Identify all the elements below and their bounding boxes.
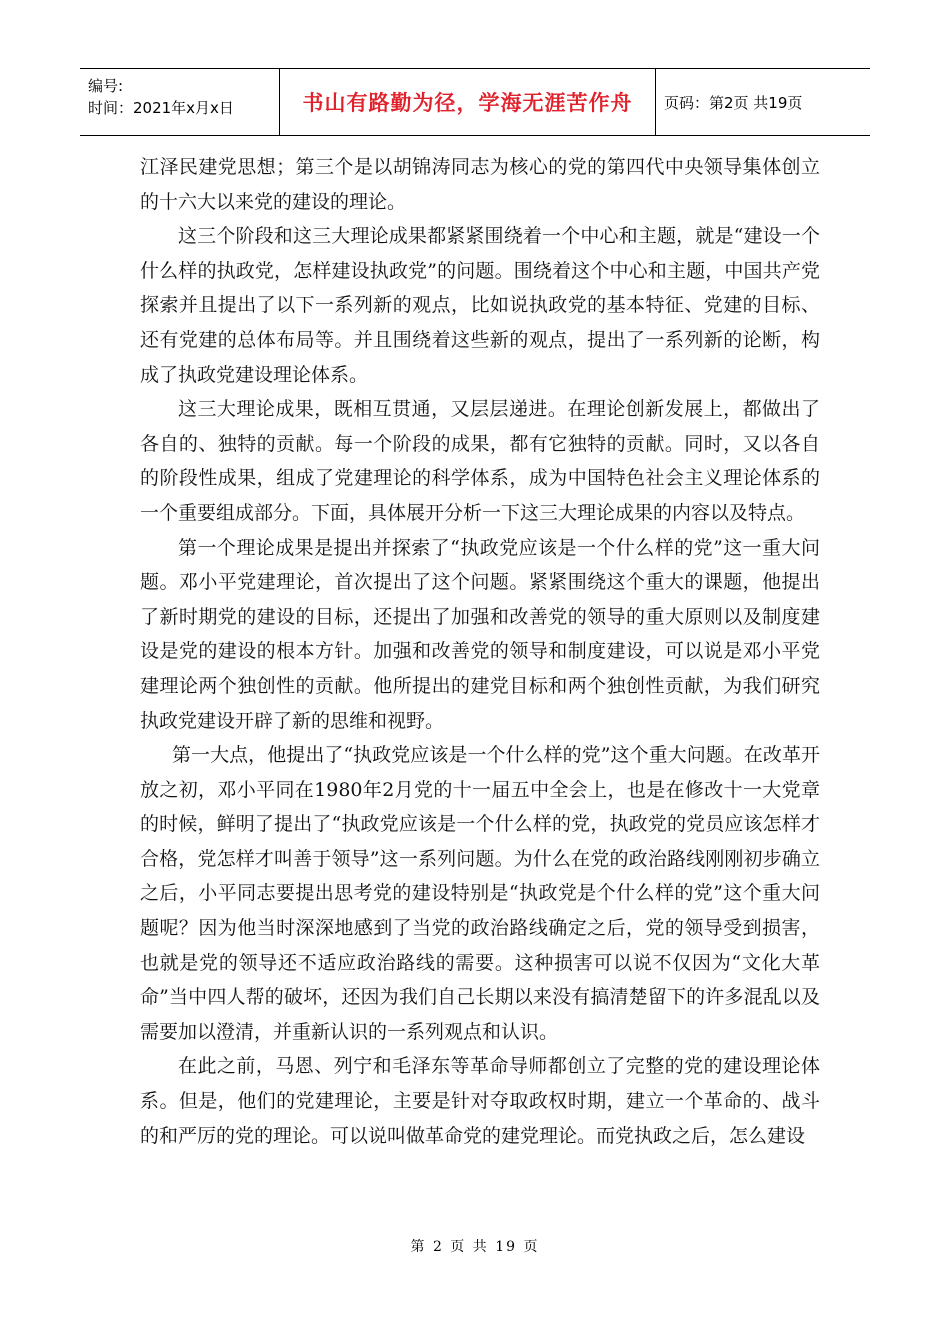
paragraph-1: 江泽民建党思想；第三个是以胡锦涛同志为核心的党的第四代中央领导集体创立的十六大以来党的建设的理论。 [140, 156, 820, 213]
paragraph-4: 第一个理论成果是提出并探索了“执政党应该是一个什么样的党”这一重大问题。邓小平党建理论，首次提出了这个问题。紧紧围绕这个重大的课题，他提出了新时期党的建设的目标，还提出了加强和改善党的领导的重大原则以及制度建设是党的建设的根本方针。加强和改善党的领导和制度建设，可以说是邓小平党建理论两个独创性的贡献。他所提出的建党目标和两个独创性贡献，为我们研究执政党建设开辟了新的思维和视野。 [140, 536, 820, 732]
paragraph-5: 第一大点，他提出了“执政党应该是一个什么样的党”这个重大问题。在改革开放之初，邓小平同在1980年2月党的十一届五中全会上，也是在修改十一大党章的时候，鲜明了提出了“执政党应该是一个什么样的党，执政党的党员应该怎样才合格，党怎样才叫善于领导”这一系列问题。为什么在党的政治路线刚刚初步确立之后，小平同志要提出思考党的建设特别是“执政党是个什么样的党”这个重大问题呢？因为他当时深深地感到了当党的政治路线确定之后，党的领导受到损害，也就是党的领导还不适应政治路线的需要。这种损害可以说不仅因为“文化大革命”当中四人帮的破坏，还因为我们自己长期以来没有搞清楚留下的许多混乱以及需要加以澄清，并重新认识的一系列观点和认识。 [140, 744, 820, 1043]
paragraph-6: 在此之前，马恩、列宁和毛泽东等革命导师都创立了完整的党的建设理论体系。但是，他们的党建理论，主要是针对夺取政权时期，建立一个革命的、战斗的和严厉的党的理论。可以说叫做革命党的建党理论。而党执政之后，怎么建设 [140, 1055, 820, 1147]
header-meta [80, 69, 280, 135]
header-motto: 书山有路勤为径，学海无涯苦作舟 [280, 69, 656, 135]
page-header [80, 68, 870, 136]
header-page-info: 页码：第2页 共19页 [664, 93, 803, 112]
page-footer: 第 2 页 共 19 页 [410, 1239, 540, 1255]
paragraph-2: 这三个阶段和这三大理论成果都紧紧围绕着一个中心和主题，就是“建设一个什么样的执政党，怎样建设执政党”的问题。围绕着这个中心和主题，中国共产党探索并且提出了以下一系列新的观点，比如说执政党的基本特征、党建的目标、还有党建的总体布局等。并且围绕着这些新的观点，提出了一系列新的论断，构成了执政党建设理论体系。 [140, 225, 820, 386]
document-body [140, 150, 820, 1153]
document-number: 编号: [88, 77, 124, 95]
document-time: 时间：2021年x月x日 [88, 99, 234, 117]
paragraph-3: 这三大理论成果，既相互贯通，又层层递进。在理论创新发展上，都做出了各自的、独特的贡献。每一个阶段的成果，都有它独特的贡献。同时，又以各自的阶段性成果，组成了党建理论的科学体系，成为中国特色社会主义理论体系的一个重要组成部分。下面，具体展开分析一下这三大理论成果的内容以及特点。 [140, 398, 820, 524]
